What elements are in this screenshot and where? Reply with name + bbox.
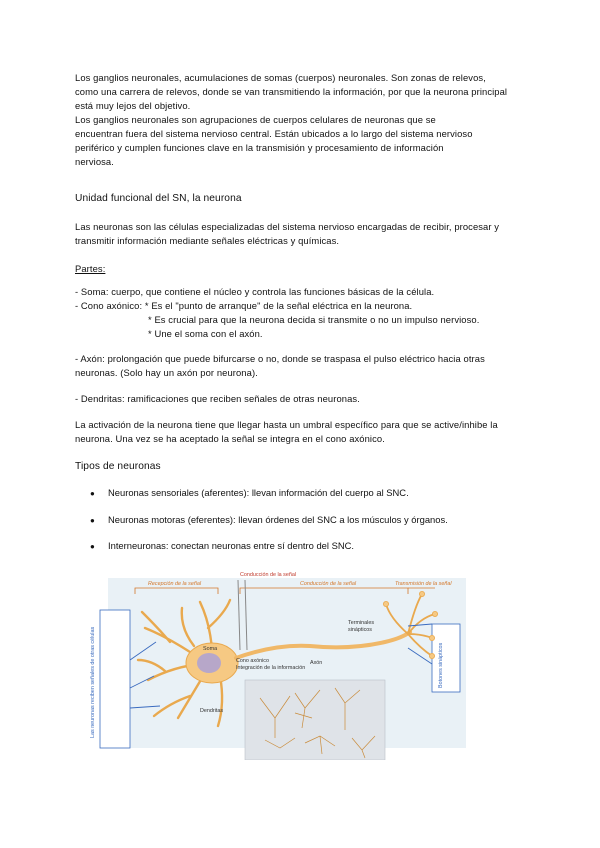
dendrites-label: Dendritas (200, 708, 224, 714)
list-item-text: Neuronas motoras (eferentes): llevan órdenes del SNC a los músculos y órganos. (108, 514, 448, 525)
activation-line: neurona. Una vez se ha aceptado la señal se integra en el cono axónico. (75, 433, 385, 444)
neuron-figure (90, 568, 470, 760)
part-dendritas: - Dendritas: ramificaciones que reciben señales de otras neuronas. (75, 393, 360, 404)
intro-line: periférico y cumplen funciones clave en la transmisión y procesamiento de información (75, 142, 444, 153)
list-item (90, 514, 448, 525)
bullet-icon: ● (90, 542, 95, 551)
conduction-label: Conducción de la señal (300, 581, 357, 587)
terminals-sub-label: sinápticos (348, 627, 372, 633)
transmission-label: Transmisión de la señal (395, 581, 452, 587)
intro-line: encuentran fuera del sistema nervioso central. Están ubicados a lo largo del sistema nervioso (75, 128, 473, 139)
bullet-icon: ● (90, 516, 95, 525)
part-soma: - Soma: cuerpo, que contiene el núcleo y controla las funciones básicas de la célula. (75, 286, 435, 297)
part-cono-line: * Es crucial para que la neurona decida si transmite o no un impulso nervioso. (148, 314, 480, 325)
cone-label: Cono axónico (236, 658, 269, 664)
intro-line: nerviosa. (75, 156, 114, 167)
section-title: Unidad funcional del SN, la neurona (75, 193, 242, 204)
intro-line: está muy lejos del objetivo. (75, 100, 191, 111)
intro-line: Los ganglios neuronales, acumulaciones de somas (cuerpos) neuronales. Son zonas de relevos, (75, 72, 486, 83)
right-box-label: Botones sinápticos (438, 642, 444, 688)
list-item (90, 487, 409, 498)
part-cono-line: * Une el soma con el axón. (148, 328, 263, 339)
list-item-text: Neuronas sensoriales (aferentes): llevan información del cuerpo al SNC. (108, 487, 409, 498)
part-cono: - Cono axónico: * Es el "punto de arranque" de la señal eléctrica en la neurona. (75, 300, 413, 311)
integration-label: Integración de la información (236, 665, 306, 671)
part-axon: - Axón: prolongación que puede bifurcarse o no, donde se traspasa el pulso eléctrico hacia otras (75, 353, 485, 364)
definition-line: Las neuronas son las células especializadas del sistema nervioso encargadas de recibir, procesar y (75, 221, 500, 232)
intro-line: Los ganglios neuronales son agrupaciones de cuerpos celulares de neuronas que se (75, 114, 436, 125)
definition-line: transmitir información mediante señales eléctricas y químicas. (75, 235, 340, 246)
activation-line: La activación de la neurona tiene que llegar hasta un umbral específico para que se active/inhibe la (75, 419, 498, 430)
bullet-icon: ● (90, 489, 95, 498)
list-item-text: Interneuronas: conectan neuronas entre sí dentro del SNC. (108, 540, 354, 551)
nucleus (197, 653, 221, 673)
left-annotation-box (100, 610, 130, 748)
intro-line: como una carrera de relevos, donde se van transmitiendo la información, por que la neurona principal (75, 86, 508, 97)
small-top-label: Conducción de la señal (240, 572, 297, 578)
right-annotation-box (432, 624, 460, 692)
part-axon: neuronas. (Solo hay un axón por neurona). (75, 367, 258, 378)
axon-label: Axón (310, 660, 323, 666)
list-item (90, 540, 354, 551)
parts-title: Partes: (75, 263, 106, 274)
terminals-label: Terminales (348, 620, 375, 626)
neuron-illustration (90, 568, 470, 760)
soma-label: Soma (203, 646, 218, 652)
types-title: Tipos de neuronas (75, 461, 161, 472)
reception-label: Recepción de la señal (148, 581, 202, 587)
left-box-label: Las neuronas reciben señales de otras células (90, 626, 96, 738)
